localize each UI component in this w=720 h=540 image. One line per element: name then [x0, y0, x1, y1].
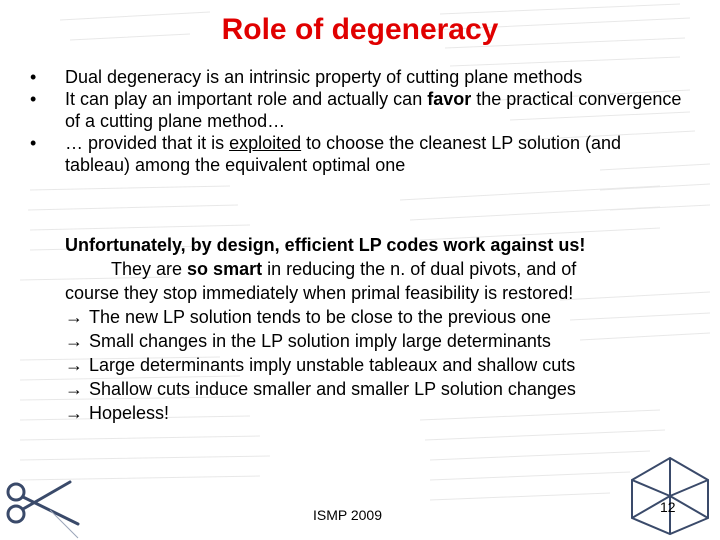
paragraph-line [65, 257, 685, 281]
bullet-text: to choose the cleanest LP solution (and tableau) among the equivalent optimal one [65, 133, 622, 175]
scissors-icon [0, 462, 80, 540]
bullet-item [30, 88, 690, 132]
emphasis-block [65, 233, 685, 425]
slide-title: Role of degeneracy [221, 13, 499, 46]
arrow-item [65, 353, 685, 377]
bullet-marker: • [30, 133, 37, 153]
arrow-item [65, 401, 685, 425]
bullet-marker: • [30, 89, 37, 109]
bullet-text: the practical convergence of a cutting plane method… [65, 89, 682, 131]
cube-icon [628, 456, 712, 536]
bullet-list [30, 66, 690, 176]
bullet-text: … provided that it is [65, 133, 230, 153]
arrow-item [65, 305, 685, 329]
bullet-text: It can play an important role and actually can [65, 89, 428, 109]
arrow-text: Small changes in the LP solution imply large determinants [89, 331, 551, 351]
bullet-text: Dual degeneracy is an intrinsic property of cutting plane methods [65, 67, 583, 87]
arrow-icon: → [65, 355, 83, 375]
arrow-icon: → [65, 379, 83, 399]
arrow-text: Hopeless! [89, 403, 170, 423]
arrow-text: Shallow cuts induce smaller and smaller LP solution changes [89, 379, 576, 399]
footer-text: ISMP 2009 [313, 507, 383, 523]
arrow-item [65, 377, 685, 401]
bullet-bold-word: favor [427, 89, 472, 109]
bullet-underlined-word: exploited [229, 133, 302, 153]
arrow-icon: → [65, 403, 83, 423]
paragraph-text: They are [111, 259, 188, 279]
bullet-item [30, 66, 690, 88]
arrow-text: The new LP solution tends to be close to the previous one [89, 307, 551, 327]
emphasis-heading: Unfortunately, by design, efficient LP codes work against us! [65, 235, 586, 255]
arrow-icon: → [65, 307, 83, 327]
arrow-item [65, 329, 685, 353]
arrow-icon: → [65, 331, 83, 351]
paragraph-text: in reducing the n. of dual pivots, and of [262, 259, 577, 279]
bullet-item [30, 132, 690, 176]
paragraph-line: course they stop immediately when primal feasibility is restored! [65, 283, 574, 303]
arrow-text: Large determinants imply unstable tableaux and shallow cuts [89, 355, 576, 375]
bullet-marker: • [30, 67, 37, 87]
page-number: 12 [660, 499, 676, 515]
paragraph-bold: so smart [187, 259, 263, 279]
